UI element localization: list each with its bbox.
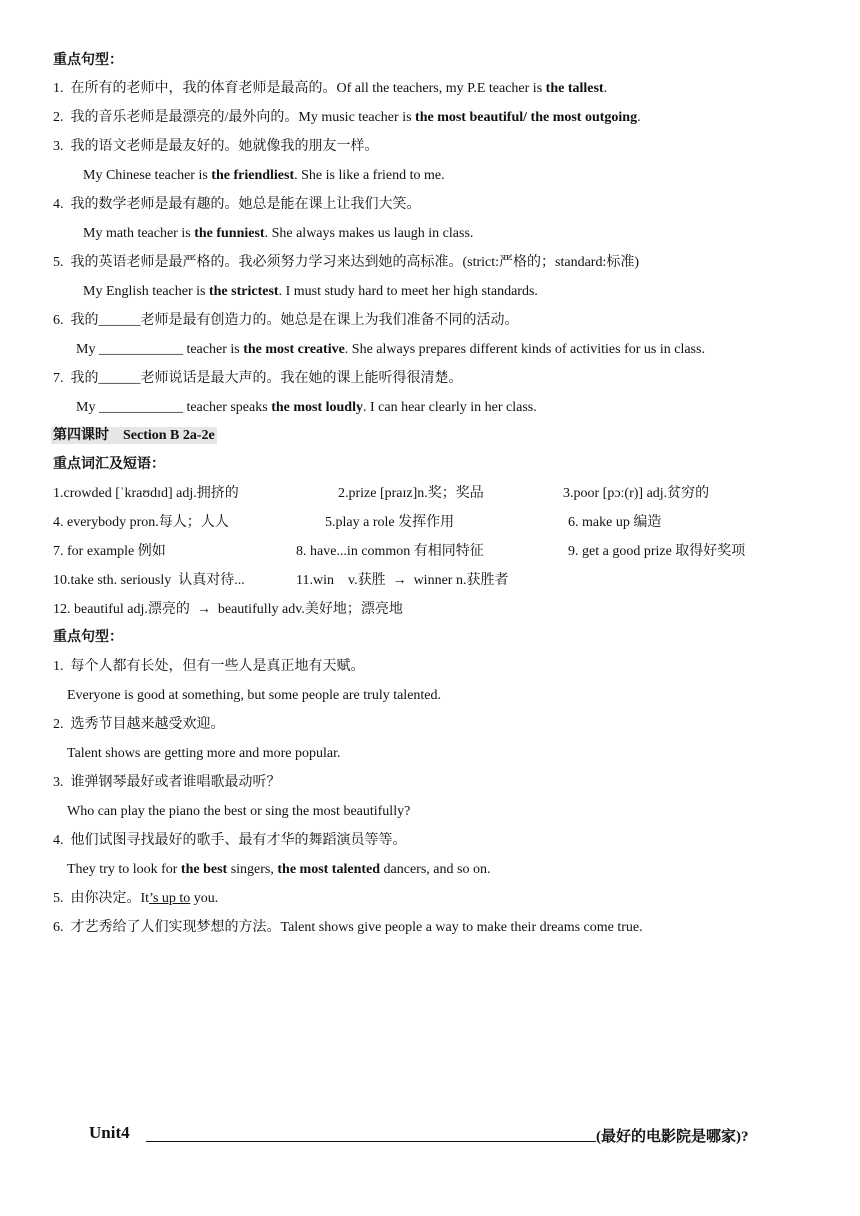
sentence-en: Talent shows give people a way to make their dreams come true. — [280, 920, 643, 935]
sentence-2-4-en — [67, 860, 490, 880]
sentence-number: 1. — [53, 81, 64, 96]
sentence-2-1-en: Everyone is good at something, but some people are truly talented. — [67, 688, 442, 703]
vocab-item: 9. get a good prize 取得好奖项 — [568, 544, 746, 559]
sentence-en-end: . I must study hard to meet her high standards. — [278, 284, 538, 299]
vocab-row-3 — [0, 542, 860, 562]
sentence-zh: 才艺秀给了人们实现梦想的方法。 — [70, 920, 281, 935]
sentence-number: 6. — [53, 920, 64, 935]
vocab-heading: 重点词汇及短语： — [53, 457, 165, 472]
sentence-en: singers, — [227, 862, 278, 877]
key-sentences-heading: 重点句型： — [53, 53, 123, 68]
sentence-number: 2. — [53, 717, 64, 732]
sentence-7 — [53, 369, 463, 389]
sentence-number: 1. — [53, 659, 64, 674]
vocab-item: 8. have...in common 有相同特征 — [296, 544, 484, 559]
sentence-6-en — [76, 340, 705, 360]
sentence-7-en — [76, 398, 537, 418]
sentence-zh: 选秀节目越来越受欢迎。 — [70, 717, 225, 732]
vocab-item: 10.take sth. seriously 认真对待... — [53, 573, 245, 588]
sentence-en-end: . — [603, 81, 608, 96]
sentence-en-bold: the funniest — [194, 226, 265, 241]
sentence-zh: 我的数学老师是最有趣的。她总是能在课上让我们大笑。 — [70, 197, 421, 212]
sentence-en: My ____________ teacher speaks — [76, 400, 272, 415]
sentence-zh: 在所有的老师中，我的体育老师是最高的。 — [70, 81, 337, 96]
sentence-zh: 我的语文老师是最友好的。她就像我的朋友一样。 — [70, 139, 379, 154]
sentence-zh: 我的______老师说话是最大声的。我在她的课上能听得很清楚。 — [70, 371, 463, 386]
sentence-zh: 每个人都有长处，但有一些人是真正地有天赋。 — [70, 659, 365, 674]
sentence-4 — [53, 195, 421, 215]
sentence-en: They try to look for — [67, 862, 181, 877]
vocab-item: 3.poor [pɔː(r)] adj.贫穷的 — [563, 486, 710, 501]
sentence-2-3 — [53, 773, 281, 793]
sentence-en-end: . I can hear clearly in her class. — [362, 400, 537, 415]
sentence-en-end: . She is like a friend to me. — [294, 168, 445, 183]
vocab-row-1 — [0, 484, 860, 504]
sentence-1 — [53, 79, 607, 99]
sentence-en-end: . — [637, 110, 641, 125]
sentence-en: It — [140, 891, 150, 906]
sentence-zh: 我的______老师是最有创造力的。她总是在课上为我们准备不同的活动。 — [70, 313, 519, 328]
sentence-en: My math teacher is — [83, 226, 195, 241]
sentence-en: My English teacher is — [83, 284, 209, 299]
vocab-item: 1.crowded [ˈkraʊdɪd] adj.拥挤的 — [53, 486, 239, 501]
unit-label: Unit4 — [89, 1123, 130, 1142]
sentence-zh: 他们试图寻找最好的歌手、最有才华的舞蹈演员等等。 — [70, 833, 407, 848]
sentence-zh: 谁弹钢琴最好或者谁唱歌最动听？ — [70, 775, 281, 790]
sentence-en-end: . She always prepares different kinds of activities for us in class. — [344, 342, 705, 357]
sentence-number: 4. — [53, 833, 64, 848]
sentence-en: Of all the teachers, my P.E teacher is — [336, 81, 546, 96]
vocab-item: 6. make up 编造 — [568, 515, 662, 530]
vocab-item: 4. everybody pron.每人；人人 — [53, 515, 229, 530]
sentence-en-end: you. — [190, 891, 219, 906]
section-title-text: 第四课时 Section B 2a-2e — [53, 428, 215, 443]
sentence-en-bold: the most talented — [277, 862, 381, 877]
sentence-number: 5. — [53, 255, 64, 270]
vocab-item: 2.prize [praɪz]n.奖；奖品 — [338, 486, 484, 501]
key-sentences-heading-2: 重点句型： — [53, 630, 123, 645]
vocab-item: 12. beautiful adj.漂亮的 → beautifully adv.美好地；漂亮地 — [53, 602, 403, 617]
sentence-zh: 我的英语老师是最严格的。我必须努力学习来达到她的高标准。(strict:严格的；standard:标准) — [70, 255, 640, 270]
sentence-number: 4. — [53, 197, 64, 212]
sentence-3-en — [83, 166, 445, 186]
vocab-row-2 — [0, 513, 860, 533]
sentence-en-end: . She always makes us laugh in class. — [264, 226, 474, 241]
sentence-en-bold: the most beautiful/ the most outgoing — [415, 110, 638, 125]
sentence-number: 7. — [53, 371, 64, 386]
sentence-zh: 我的音乐老师是最漂亮的/最外向的。 — [70, 110, 299, 125]
vocab-item: 5.play a role 发挥作用 — [325, 515, 455, 530]
sentence-en-bold: the strictest — [208, 284, 279, 299]
sentence-en: My music teacher is — [298, 110, 416, 125]
sentence-2-3-en: Who can play the piano the best or sing the most beautifully? — [67, 804, 411, 819]
sentence-en-bold: the tallest — [545, 81, 604, 96]
sentence-number: 6. — [53, 313, 64, 328]
sentence-5 — [53, 253, 639, 273]
sentence-2-6 — [53, 918, 643, 938]
sentence-number: 5. — [53, 891, 64, 906]
sentence-2-5 — [53, 889, 218, 909]
sentence-4-en — [83, 224, 473, 244]
sentence-en-end: dancers, and so on. — [380, 862, 491, 877]
sentence-en-bold: the most creative — [243, 342, 345, 357]
vocab-item: 7. for example 例如 — [53, 544, 166, 559]
sentence-5-en — [83, 282, 538, 302]
sentence-2 — [53, 108, 641, 128]
section-title — [51, 426, 217, 446]
unit-title-blank — [146, 1141, 596, 1142]
sentence-3 — [53, 137, 379, 157]
sentence-number: 3. — [53, 139, 64, 154]
vocab-item: 11.win v.获胜 → winner n.获胜者 — [296, 573, 509, 588]
sentence-number: 2. — [53, 110, 64, 125]
sentence-zh: 由你决定。 — [70, 891, 141, 906]
sentence-2-2 — [53, 715, 225, 735]
sentence-en-bold: the best — [180, 862, 228, 877]
sentence-2-4 — [53, 831, 407, 851]
sentence-2-2-en: Talent shows are getting more and more popular. — [67, 746, 341, 761]
sentence-2-1 — [53, 657, 365, 677]
sentence-6 — [53, 311, 519, 331]
vocab-row-4 — [0, 571, 860, 591]
sentence-number: 3. — [53, 775, 64, 790]
sentence-en: My ____________ teacher is — [76, 342, 244, 357]
sentence-en-bold: the most loudly — [271, 400, 363, 415]
sentence-en: My Chinese teacher is — [83, 168, 212, 183]
unit-subtitle: (最好的电影院是哪家)? — [596, 1129, 749, 1145]
vocab-row-5 — [0, 600, 860, 620]
sentence-en-underlined: ’s up to — [149, 891, 191, 906]
sentence-en-bold: the friendliest — [211, 168, 295, 183]
